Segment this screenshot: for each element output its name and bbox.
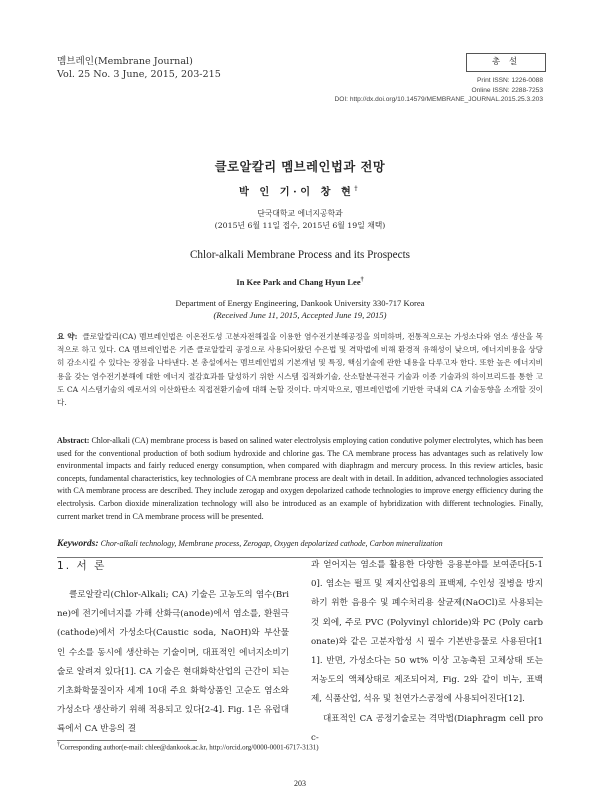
footnote bbox=[57, 742, 319, 751]
body-column-left bbox=[57, 586, 289, 740]
issn-print: Print ISSN: 1226-0088 bbox=[477, 77, 543, 84]
body-paragraph-continued: 과 얻어지는 염소를 활용한 다양한 응용분야를 보여준다[5-10]. 염소는 펄프 및 제지산업용의 표백제, 수인성 질병을 방지하기 위한 음용수 및 폐수처리용 살균제(NaOCl)로 사용되는 것 외에, 주로 PVC (Polyvinyl chloride)와 PC (Poly carbonate)와 같은 고분자합성 시 필수 기본반응물로 사용된다[11]. 반면, 가성소다는 50 wt% 이상 고농축된 고체상태 또는 저농도의 액체상태로 제조되어져, Fig. 2와 같이 비누, 표백제, 식품산업, 석유 및 천연가스공정에 사용되어진다[12]. bbox=[311, 560, 543, 705]
body-column-right bbox=[311, 556, 543, 748]
issn-online: Online ISSN: 2288-7253 bbox=[471, 86, 543, 94]
authors-korean-names: 박 인 기·이 창 현 bbox=[239, 186, 355, 198]
issn-block bbox=[334, 76, 543, 105]
affiliation-english: Department of Energy Engineering, Dankook University 330-717 Korea bbox=[175, 298, 425, 308]
abstract-korean bbox=[57, 330, 543, 409]
journal-name: 멤브레인(Membrane Journal) bbox=[57, 56, 193, 67]
authors-english-names: In Kee Park and Chang Hyun Lee bbox=[236, 277, 361, 287]
title-korean: 클로알칼리 멤브레인법과 전망 bbox=[214, 159, 386, 174]
footnote-divider bbox=[57, 740, 197, 741]
section-heading-introduction: 1. 서 론 bbox=[57, 560, 107, 572]
title-english: Chlor-alkali Membrane Process and its Prospects bbox=[189, 249, 411, 261]
footnote-mark: † bbox=[57, 742, 60, 748]
abstract-english bbox=[57, 435, 543, 523]
authors-korean bbox=[0, 183, 600, 198]
corresponding-mark-en: † bbox=[360, 277, 364, 284]
doi-link[interactable]: DOI: http://dx.doi.org/10.14579/MEMBRANE_JOURNAL.2015.25.3.203 bbox=[334, 96, 543, 104]
affiliation-korean: 단국대학교 에너지공학과 bbox=[257, 209, 343, 218]
body-paragraph: 클로알칼리(Chlor-Alkali; CA) 기술은 고농도의 염수(Brine)에 전기에너지를 가해 산화극(anode)에서 염소를, 환원극(cathode)에서 가성소다(Caustic soda, NaOH)와 부산물인 수소를 동시에 생산하는 기술이며, 대표적인 에너지소비기술로 알려져 있다[1]. CA 기술은 현대화학산업의 근간이 되는 기초화학물질이자 세계 10대 주요 화학상품인 고순도 염소와 가성소다 생산하기 위해 적용되고 있다[2-4]. Fig. 1은 유럽대륙에서 CA 반응의 결 bbox=[57, 590, 289, 735]
journal-info bbox=[57, 55, 221, 81]
authors-english bbox=[0, 277, 600, 287]
abstract-korean-label: 요 약: bbox=[57, 332, 78, 341]
corresponding-mark: † bbox=[354, 185, 361, 193]
journal-issue: Vol. 25 No. 3 June, 2015, 203-215 bbox=[57, 69, 221, 80]
abstract-korean-text: 클로알칼리(CA) 멤브레인법은 이온전도성 고분자전해질을 이용한 염수전기분해공정을 의미하며, 전통적으로는 가성소다와 염소 생산을 목적으로 하고 있다. CA 멤브레인법은 기존 클로알칼리 공정으로 사용되어왔던 수은법 및 격막법에 비해 환경적 유해성이 낮으며, 에너지비용을 상당히 감소시킬 수 있다는 장점을 나타낸다. 본 총설에서는 멤브레인법의 기본개념 및 특징, 핵심기술에 관한 내용을 다루고자 한다. 또한 높은 에너지비용을 갖는 염수전기분해에 대한 에너지 절감효과를 달성하기 위한 시스템 집적화기술, 산소탈분극전극 기술과 이종 기술과의 하이브리드를 통한 고도 CA 시스템기술의 예로서의 이산화탄소 직접전환기술에 대해 논할 것이다. 마지막으로, 멤브레인법에 기반한 국내외 CA 기술동향을 소개할 것이다. bbox=[57, 332, 543, 408]
keywords-text: Chor-alkali technology, Membrane process, Zerogap, Oxygen depolarized cathode, Carbon mineralization bbox=[100, 539, 443, 548]
keywords-label: Keywords: bbox=[57, 538, 99, 549]
abstract-english-label: Abstract: bbox=[57, 436, 90, 445]
abstract-english-text: Chlor-alkali (CA) membrane process is based on salined water electrolysis employing cation condutive polymer electrolytes, which has been used for the conventional production of both sodium hydroxide and chlorine gas. The CA membrane process has advantages such as relatively low environmental impacts and fairly reduced energy consumption, when compared with diaphragm and mercury process. In this review articles, basic concepts, fundamental characteristics, key technologies of CA membrane process are dealt with in detail. In addition, advanced technologies associated with CA membrane process are described. They include zerogap and oxygen depolarized cathode technologies to improve energy efficiency during the electrolysis. Carbon dioxide mineralization technology will also be introduced as an example of hybridization with different technologies. Finally, current market trend in CA membrane process will be presented. bbox=[57, 436, 544, 521]
keywords bbox=[57, 538, 543, 550]
footnote-text: Corresponding author(e-mail: chlee@dankook.ac.kr, http://orcid.org/0000-0001-6717-3131) bbox=[60, 743, 319, 752]
dates-korean: (2015년 6월 11일 접수, 2015년 6월 19일 채택) bbox=[214, 221, 386, 230]
body-paragraph: 대표적인 CA 공정기술로는 격막법(Diaphragm cell proc- bbox=[311, 713, 543, 743]
dates-english: (Received June 11, 2015, Accepted June 19, 2015) bbox=[213, 310, 387, 320]
page-number: 203 bbox=[294, 779, 306, 788]
article-type-badge: 총 설 bbox=[466, 53, 546, 72]
